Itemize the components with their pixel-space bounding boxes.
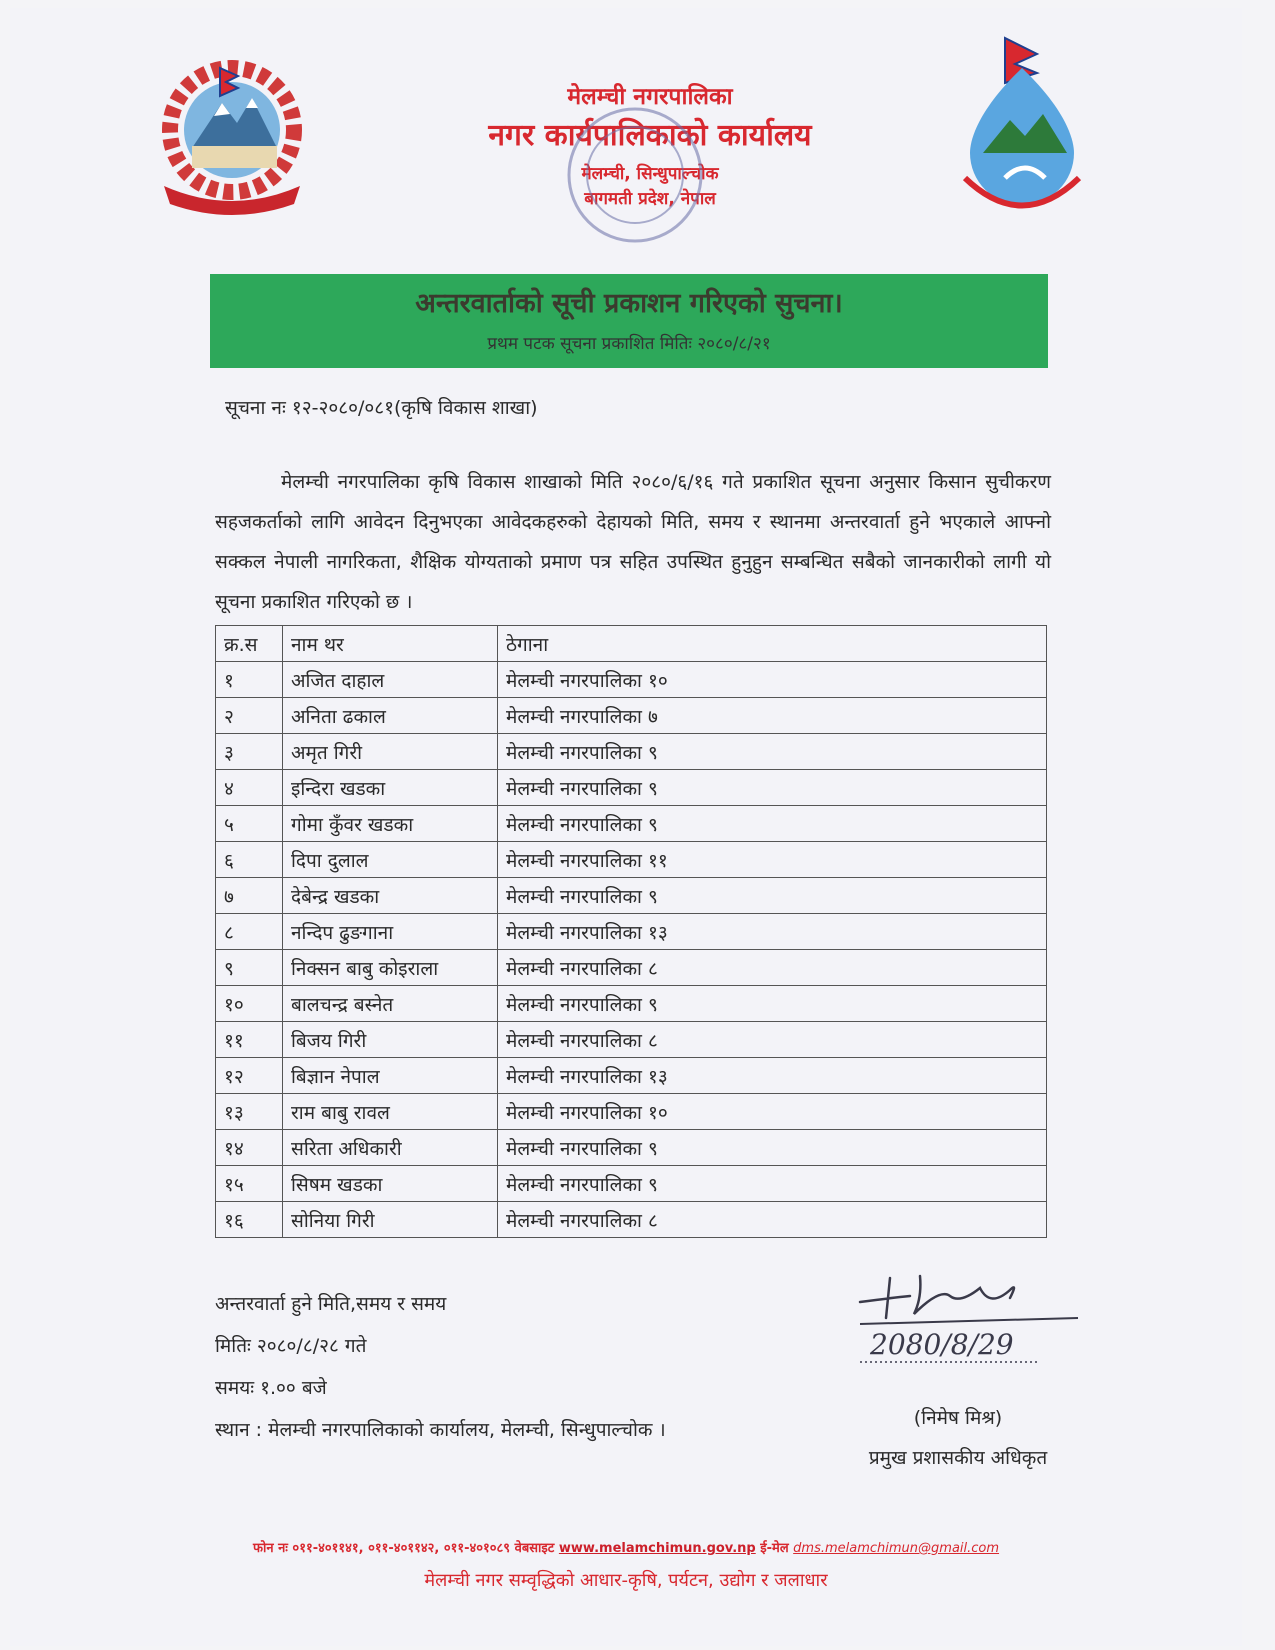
table-row <box>216 806 1047 842</box>
table-row <box>216 770 1047 806</box>
address-cell: मेलम्ची नगरपालिका ११ <box>498 842 1047 878</box>
serial-cell: १६ <box>216 1202 283 1238</box>
header-name: नाम थर <box>283 626 498 662</box>
address-cell: मेलम्ची नगरपालिका ९ <box>498 770 1047 806</box>
header-serial: क्र.स <box>216 626 283 662</box>
table-row <box>216 842 1047 878</box>
serial-cell: १० <box>216 986 283 1022</box>
table-row <box>216 1202 1047 1238</box>
footer-slogan: मेलम्ची नगर सम्वृद्धिको आधार-कृषि, पर्यटन, उद्योग र जलाधार <box>424 1570 828 1591</box>
serial-cell: ८ <box>216 914 283 950</box>
table-row <box>216 662 1047 698</box>
interview-heading: अन्तरवार्ता हुने मिति,समय र समय <box>215 1293 447 1315</box>
footer <box>10 1538 1242 1598</box>
footer-email-link[interactable]: dms.melamchimun@gmail.com <box>793 1541 1000 1556</box>
name-cell: बिजय गिरी <box>283 1022 498 1058</box>
serial-cell: १२ <box>216 1058 283 1094</box>
table-row <box>216 986 1047 1022</box>
officer-block <box>848 1398 1068 1478</box>
serial-cell: १ <box>216 662 283 698</box>
office-name: नगर कार्यपालिकाको कार्यालय <box>488 118 812 153</box>
address-cell: मेलम्ची नगरपालिका १० <box>498 1094 1047 1130</box>
address-cell: मेलम्ची नगरपालिका ७ <box>498 698 1047 734</box>
address-cell: मेलम्ची नगरपालिका १३ <box>498 914 1047 950</box>
serial-cell: १४ <box>216 1130 283 1166</box>
table-row <box>216 1022 1047 1058</box>
name-cell: देबेन्द्र खडका <box>283 878 498 914</box>
officer-name: (निमेष मिश्र) <box>913 1407 1003 1429</box>
notice-page <box>10 8 1242 1646</box>
office-stamp-icon <box>560 100 710 250</box>
serial-cell: १३ <box>216 1094 283 1130</box>
interview-place: स्थान : मेलम्ची नगरपालिकाको कार्यालय, मेलम्ची, सिन्धुपाल्चोक । <box>215 1419 666 1441</box>
candidate-table <box>215 625 1047 1238</box>
table-row <box>216 1130 1047 1166</box>
name-cell: सोनिया गिरी <box>283 1202 498 1238</box>
name-cell: नन्दिप ढुङगाना <box>283 914 498 950</box>
name-cell: इन्दिरा खडका <box>283 770 498 806</box>
serial-cell: ३ <box>216 734 283 770</box>
address-cell: मेलम्ची नगरपालिका ९ <box>498 1130 1047 1166</box>
serial-cell: ११ <box>216 1022 283 1058</box>
footer-email-label: ई-मेल <box>760 1541 789 1556</box>
serial-cell: ५ <box>216 806 283 842</box>
officer-title: प्रमुख प्रशासकीय अधिकृत <box>868 1447 1048 1469</box>
name-cell: सिषम खडका <box>283 1166 498 1202</box>
serial-cell: ९ <box>216 950 283 986</box>
table-row <box>216 698 1047 734</box>
name-cell: गोमा कुँवर खडका <box>283 806 498 842</box>
name-cell: राम बाबु रावल <box>283 1094 498 1130</box>
header-address: ठेगाना <box>498 626 1047 662</box>
name-cell: बिज्ञान नेपाल <box>283 1058 498 1094</box>
footer-website-link[interactable]: www.melamchimun.gov.np <box>558 1541 756 1556</box>
name-cell: अमृत गिरी <box>283 734 498 770</box>
address-cell: मेलम्ची नगरपालिका १३ <box>498 1058 1047 1094</box>
address-cell: मेलम्ची नगरपालिका ८ <box>498 950 1047 986</box>
footer-contact <box>10 1538 1242 1560</box>
signature-date: 2080/8/29 <box>870 1328 1014 1361</box>
name-cell: अजित दाहाल <box>283 662 498 698</box>
office-location: मेलम्ची, सिन्धुपाल्चोक <box>581 164 719 184</box>
table-row <box>216 734 1047 770</box>
serial-cell: ४ <box>216 770 283 806</box>
name-cell: अनिता ढकाल <box>283 698 498 734</box>
banner-title: अन्तरवार्ताको सूची प्रकाशन गरिएको सुचना। <box>415 288 843 319</box>
serial-cell: २ <box>216 698 283 734</box>
table-row <box>216 950 1047 986</box>
table-row <box>216 1058 1047 1094</box>
name-cell: निक्सन बाबु कोइराला <box>283 950 498 986</box>
municipality-logo-icon <box>945 28 1100 228</box>
letterhead <box>10 8 1242 278</box>
serial-cell: १५ <box>216 1166 283 1202</box>
banner-subtitle: प्रथम पटक सूचना प्रकाशित मितिः २०८०/८/२१ <box>487 334 771 354</box>
table-header-row <box>216 626 1047 662</box>
nepal-emblem-icon <box>142 48 322 218</box>
footer-phone: फोन नः ०११-४०११४१, ०११-४०११४२, ०११-४०१०८९ <box>252 1541 511 1556</box>
table-row <box>216 914 1047 950</box>
serial-cell: ७ <box>216 878 283 914</box>
address-cell: मेलम्ची नगरपालिका ९ <box>498 1166 1047 1202</box>
interview-details <box>215 1283 666 1451</box>
notice-body: मेलम्ची नगरपालिका कृषि विकास शाखाको मिति २०८०/६/१६ गते प्रकाशित सूचना अनुसार किसान सुचीकरण सहजकर्ताको लागि आवेदन दिनुभएका आवेदकहरुको देहायको मिति, समय र स्थानमा अन्तरवार्ता हुने भएकाले आफ्नो सक्कल नेपाली नागरिकता, शैक्षिक योग्यताको प्रमाण पत्र सहित उपस्थित हुनुहुन सम्बन्धित सबैको जानकारीको लागी यो सूचना प्रकाशित गरिएको छ । <box>215 471 1051 613</box>
office-province: बागमती प्रदेश, नेपाल <box>584 189 716 209</box>
address-cell: मेलम्ची नगरपालिका ८ <box>498 1202 1047 1238</box>
name-cell: सरिता अधिकारी <box>283 1130 498 1166</box>
address-cell: मेलम्ची नगरपालिका ८ <box>498 1022 1047 1058</box>
interview-date: मितिः २०८०/८/२८ गते <box>215 1335 367 1357</box>
address-cell: मेलम्ची नगरपालिका ९ <box>498 734 1047 770</box>
table-row <box>216 1166 1047 1202</box>
address-cell: मेलम्ची नगरपालिका ९ <box>498 806 1047 842</box>
signature-icon <box>850 1268 1090 1368</box>
name-cell: बालचन्द्र बस्नेत <box>283 986 498 1022</box>
notice-banner <box>210 274 1048 368</box>
address-cell: मेलम्ची नगरपालिका ९ <box>498 878 1047 914</box>
table-row <box>216 1094 1047 1130</box>
table-row <box>216 878 1047 914</box>
municipality-name: मेलम्ची नगरपालिका <box>567 84 733 110</box>
notice-number: सूचना नः १२-२०८०/०८१(कृषि विकास शाखा) <box>225 397 538 419</box>
interview-time: समयः १.०० बजे <box>215 1377 327 1399</box>
serial-cell: ६ <box>216 842 283 878</box>
name-cell: दिपा दुलाल <box>283 842 498 878</box>
address-cell: मेलम्ची नगरपालिका ९ <box>498 986 1047 1022</box>
footer-website-label: वेबसाइट <box>514 1541 555 1556</box>
address-cell: मेलम्ची नगरपालिका १० <box>498 662 1047 698</box>
